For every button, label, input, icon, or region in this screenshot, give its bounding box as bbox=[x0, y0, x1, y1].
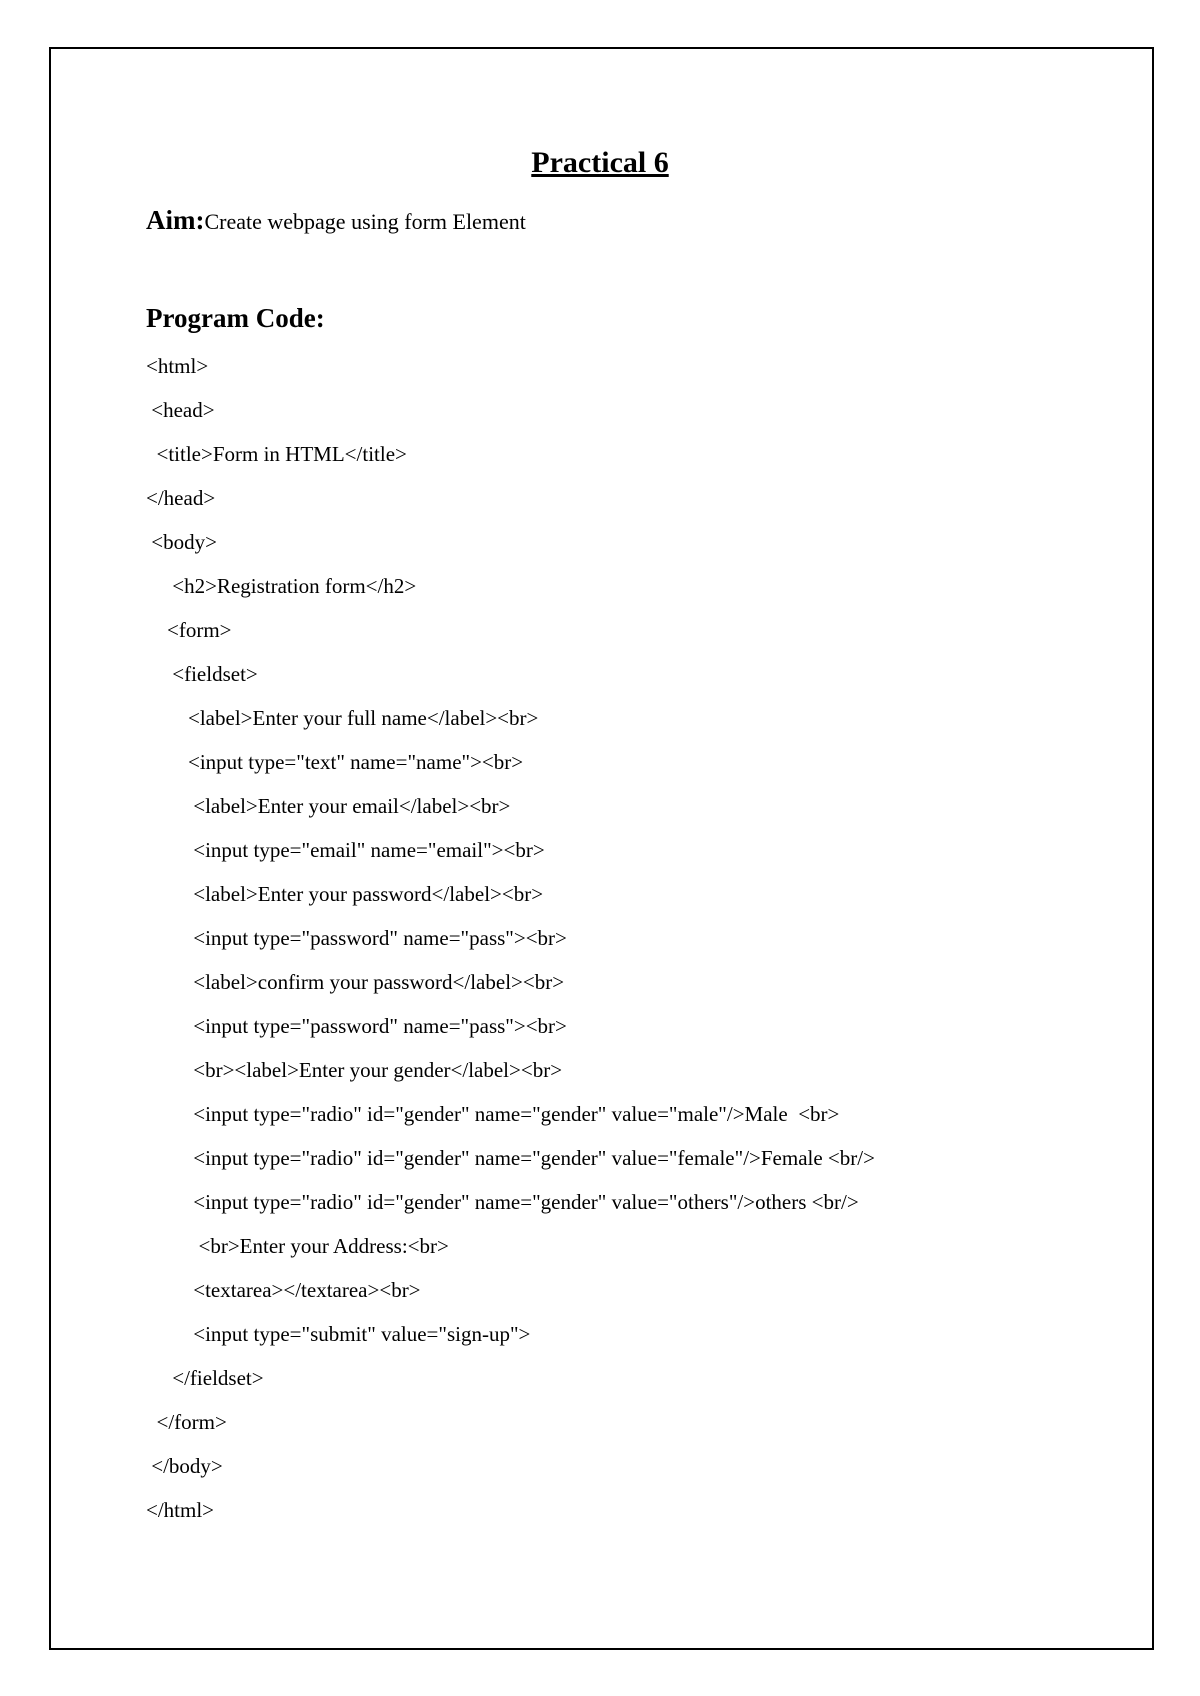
code-line: <input type="radio" id="gender" name="gender" value="others"/>others <br/> bbox=[146, 1190, 859, 1214]
code-line: </head> bbox=[146, 486, 216, 510]
code-line: <textarea></textarea><br> bbox=[146, 1278, 421, 1302]
code-line: <label>Enter your email</label><br> bbox=[146, 794, 511, 818]
code-line: <input type="password" name="pass"><br> bbox=[146, 1014, 567, 1038]
code-line: <br><label>Enter your gender</label><br> bbox=[146, 1058, 563, 1082]
page-title: Practical 6 bbox=[531, 146, 669, 179]
code-line: <input type="radio" id="gender" name="gender" value="female"/>Female <br/> bbox=[146, 1146, 875, 1170]
code-line: <input type="password" name="pass"><br> bbox=[146, 926, 567, 950]
code-listing bbox=[146, 350, 875, 1538]
code-line: <label>confirm your password</label><br> bbox=[146, 970, 565, 994]
code-line: <fieldset> bbox=[146, 662, 258, 686]
code-line: <label>Enter your full name</label><br> bbox=[146, 706, 539, 730]
code-line: <html> bbox=[146, 354, 209, 378]
code-line: <input type="radio" id="gender" name="gender" value="male"/>Male <br> bbox=[146, 1102, 840, 1126]
code-line: <head> bbox=[146, 398, 215, 422]
code-line: <input type="email" name="email"><br> bbox=[146, 838, 545, 862]
code-line: <input type="submit" value="sign-up"> bbox=[146, 1322, 531, 1346]
code-line: </form> bbox=[146, 1410, 227, 1434]
code-line: </fieldset> bbox=[146, 1366, 264, 1390]
code-line: <form> bbox=[146, 618, 232, 642]
code-line: </body> bbox=[146, 1454, 223, 1478]
aim-text: Create webpage using form Element bbox=[204, 209, 526, 234]
code-line: <body> bbox=[146, 530, 217, 554]
code-line: <title>Form in HTML</title> bbox=[146, 442, 407, 466]
code-line: <br>Enter your Address:<br> bbox=[146, 1234, 449, 1258]
program-code-heading: Program Code: bbox=[146, 303, 325, 333]
code-line: <input type="text" name="name"><br> bbox=[146, 750, 524, 774]
code-line: </html> bbox=[146, 1498, 215, 1522]
aim-line bbox=[146, 204, 526, 238]
aim-label: Aim: bbox=[146, 205, 205, 235]
code-line: <label>Enter your password</label><br> bbox=[146, 882, 544, 906]
code-line: <h2>Registration form</h2> bbox=[146, 574, 417, 598]
